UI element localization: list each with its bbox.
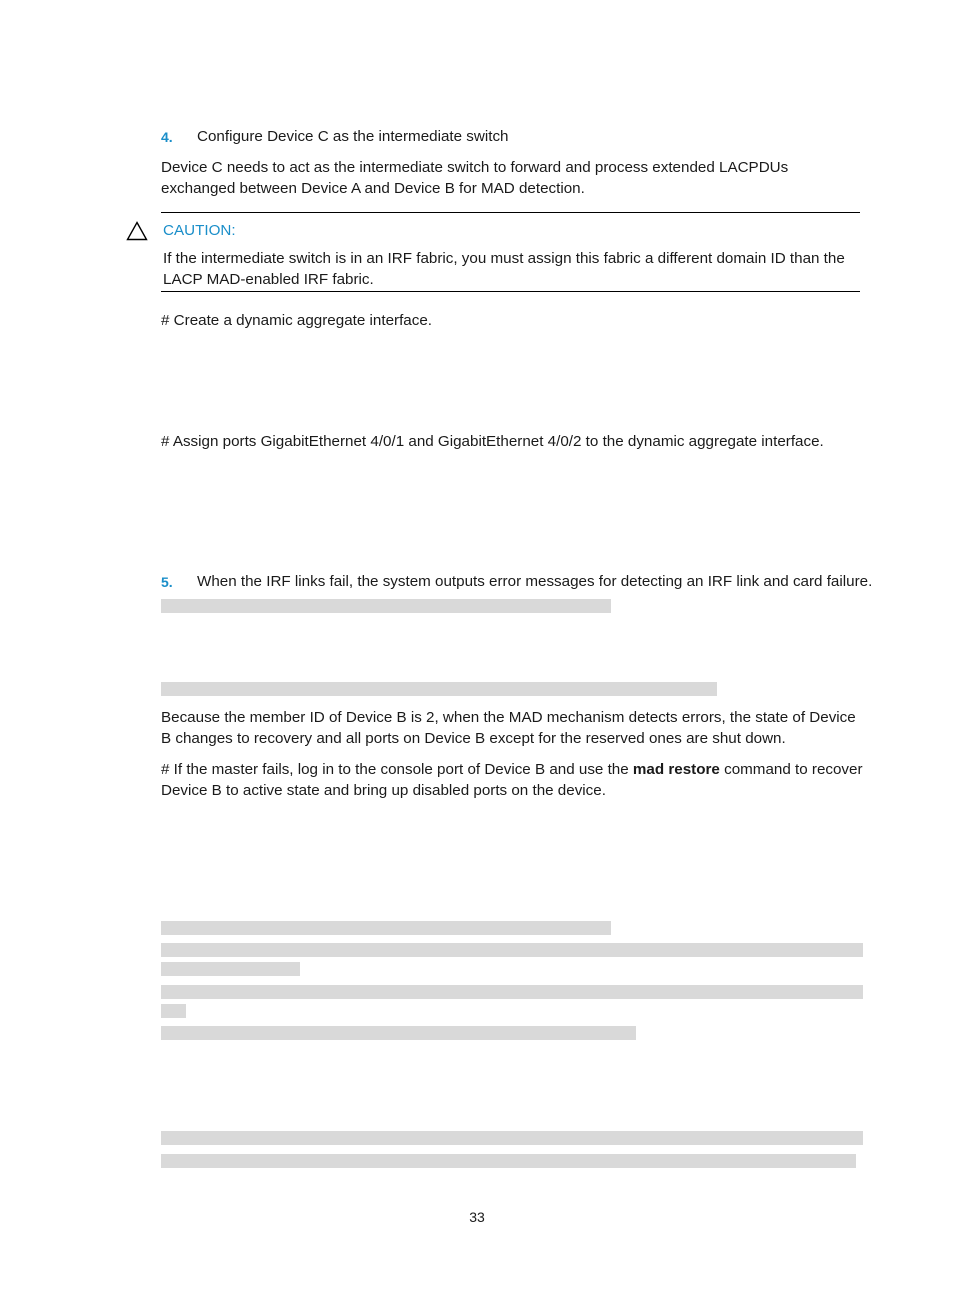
redacted-code-line	[161, 943, 863, 957]
redacted-code-line	[161, 1154, 856, 1168]
caution-text: If the intermediate switch is in an IRF fabric, you must assign this fabric a different domain ID than the LACP MAD-enabled IRF fabric.	[163, 250, 845, 288]
step-4-number: 4.	[161, 129, 173, 145]
redacted-code-line	[161, 599, 611, 613]
page-number: 33	[469, 1209, 485, 1225]
comment-assign-ports: # Assign ports GigabitEthernet 4/0/1 and GigabitEthernet 4/0/2 to the dynamic aggregate interface.	[161, 433, 824, 450]
redacted-code-line	[161, 985, 863, 999]
step-5-number: 5.	[161, 574, 173, 590]
step-5-text: When the IRF links fail, the system outputs error messages for detecting an IRF link and card failure.	[197, 573, 873, 590]
restore-prefix: # If the master fails, log in to the console port of Device B and use the	[161, 761, 633, 778]
warning-triangle-icon	[126, 221, 148, 241]
restore-paragraph	[161, 759, 866, 801]
recovery-paragraph: Because the member ID of Device B is 2, when the MAD mechanism detects errors, the state of Device B changes to recovery and all ports on Device B except for the reserved ones are shut down.	[161, 709, 856, 747]
caution-label: CAUTION:	[163, 222, 236, 239]
redacted-code-line	[161, 962, 300, 976]
mad-restore-command: mad restore	[632, 761, 720, 778]
restore-suffix: command to recover Device B to active state and bring up disabled ports on the device.	[161, 761, 863, 799]
redacted-code-line	[161, 921, 611, 935]
step-4-description: Device C needs to act as the intermediate switch to forward and process extended LACPDUs exchanged between Device A and Device B for MAD detection.	[161, 159, 789, 197]
step-4-title: Configure Device C as the intermediate switch	[197, 128, 509, 145]
redacted-code-line	[161, 1131, 863, 1145]
comment-create-aggregate: # Create a dynamic aggregate interface.	[161, 312, 433, 329]
redacted-code-line	[161, 1026, 636, 1040]
redacted-code-line	[161, 682, 717, 696]
caution-box	[161, 212, 860, 292]
redacted-code-line	[161, 1004, 186, 1018]
